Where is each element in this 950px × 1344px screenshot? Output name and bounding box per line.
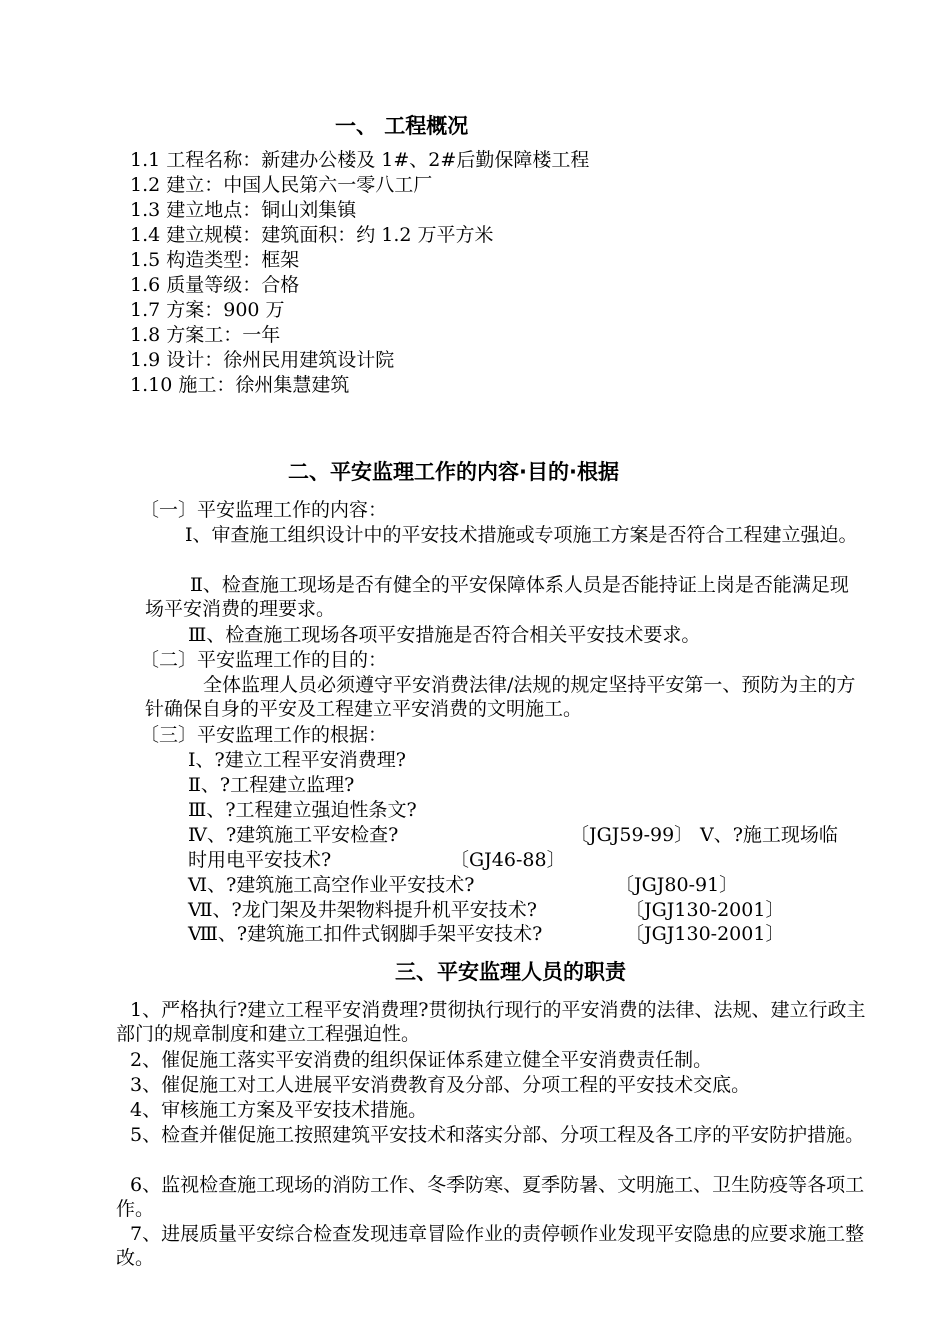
overview-item: 1.8 方案工：一年: [130, 324, 281, 346]
purpose-heading: 〔二〕平安监理工作的目的：: [140, 649, 388, 671]
duty-item-6: 6、监视检查施工现场的消防工作、冬季防寒、夏季防暑、文明施工、卫生防疫等各项工作。: [116, 1174, 865, 1220]
duty-item-2: 2、催促施工落实平安消费的组织保证体系建立健全平安消费责任制。: [130, 1049, 713, 1071]
basis-item-5-start: Ⅴ、?施工现场临: [700, 824, 838, 846]
basis-item-8-code: 〔JGJ130-2001〕: [625, 923, 785, 945]
section2-title: 二、平安监理工作的内容·目的·根据: [288, 460, 619, 484]
overview-item: 1.10 施工：徐州集慧建筑: [130, 374, 350, 396]
duty-item-3: 3、催促施工对工人进展平安消费教育及分部、分项工程的平安技术交底。: [130, 1074, 751, 1096]
duty-item-7: 7、进展质量平安综合检查发现违章冒险作业的责停顿作业发现平安隐患的应要求施工整改。: [116, 1223, 865, 1269]
section3-title: 三、平安监理人员的职责: [395, 960, 626, 984]
content-item-3: Ⅲ、检查施工现场各项平安措施是否符合相关平安技术要求。: [188, 624, 701, 646]
duty-item-4: 4、审核施工方案及平安技术措施。: [130, 1099, 428, 1121]
overview-item: 1.3 建立地点：铜山刘集镇: [130, 199, 357, 221]
basis-item-2: Ⅱ、?工程建立监理?: [188, 774, 355, 796]
section1-title: 一、 工程概况: [335, 114, 469, 138]
content-heading: 〔一〕平安监理工作的内容：: [140, 499, 388, 521]
basis-item-4-code: 〔JGJ59-99〕: [570, 824, 694, 846]
content-item-1: Ⅰ、审查施工组织设计中的平安技术措施或专项施工方案是否符合工程建立强迫。: [185, 524, 858, 546]
basis-item-7-code: 〔JGJ130-2001〕: [625, 899, 785, 921]
basis-item-7: Ⅶ、?龙门架及井架物料提升机平安技术?: [188, 899, 537, 921]
basis-heading: 〔三〕平安监理工作的根据：: [140, 724, 388, 746]
basis-item-5-code: 〔GJ46-88〕: [450, 849, 566, 871]
overview-item: 1.5 构造类型：框架: [130, 249, 300, 271]
basis-item-8: Ⅷ、?建筑施工扣件式钢脚手架平安技术?: [188, 923, 543, 945]
overview-item: 1.7 方案：900 万: [130, 299, 285, 321]
purpose-text: 全体监理人员必须遵守平安消费法律/法规的规定坚持平安第一、预防为主的方针确保自身的平安及工程建立平安消费的文明施工。: [145, 674, 856, 720]
overview-item: 1.2 建立：中国人民第六一零八工厂: [130, 174, 433, 196]
basis-item-5-end: 时用电平安技术?: [188, 849, 332, 871]
content-item-2: Ⅱ、检查施工现场是否有健全的平安保障体系人员是否能持证上岗是否能满足现场平安消费的理要求。: [145, 574, 849, 620]
basis-item-6: Ⅵ、?建筑施工高空作业平安技术?: [188, 874, 475, 896]
basis-item-1: Ⅰ、?建立工程平安消费理?: [188, 749, 406, 771]
basis-item-4: Ⅳ、?建筑施工平安检查?: [188, 824, 399, 846]
basis-item-3: Ⅲ、?工程建立强迫性条文?: [188, 799, 417, 821]
duty-item-5: 5、检查并催促施工按照建筑平安技术和落实分部、分项工程及各工序的平安防护措施。: [130, 1124, 865, 1146]
overview-item: 1.9 设计：徐州民用建筑设计院: [130, 349, 395, 371]
basis-item-6-code: 〔JGJ80-91〕: [615, 874, 739, 896]
overview-item: 1.1 工程名称：新建办公楼及 1#、2#后勤保障楼工程: [130, 149, 590, 171]
overview-item: 1.6 质量等级：合格: [130, 274, 300, 296]
duty-item-1: 1、严格执行?建立工程平安消费理?贯彻执行现行的平安消费的法律、法规、建立行政主部门的规章制度和建立工程强迫性。: [116, 999, 866, 1045]
overview-item: 1.4 建立规模：建筑面积：约 1.2 万平方米: [130, 224, 494, 246]
